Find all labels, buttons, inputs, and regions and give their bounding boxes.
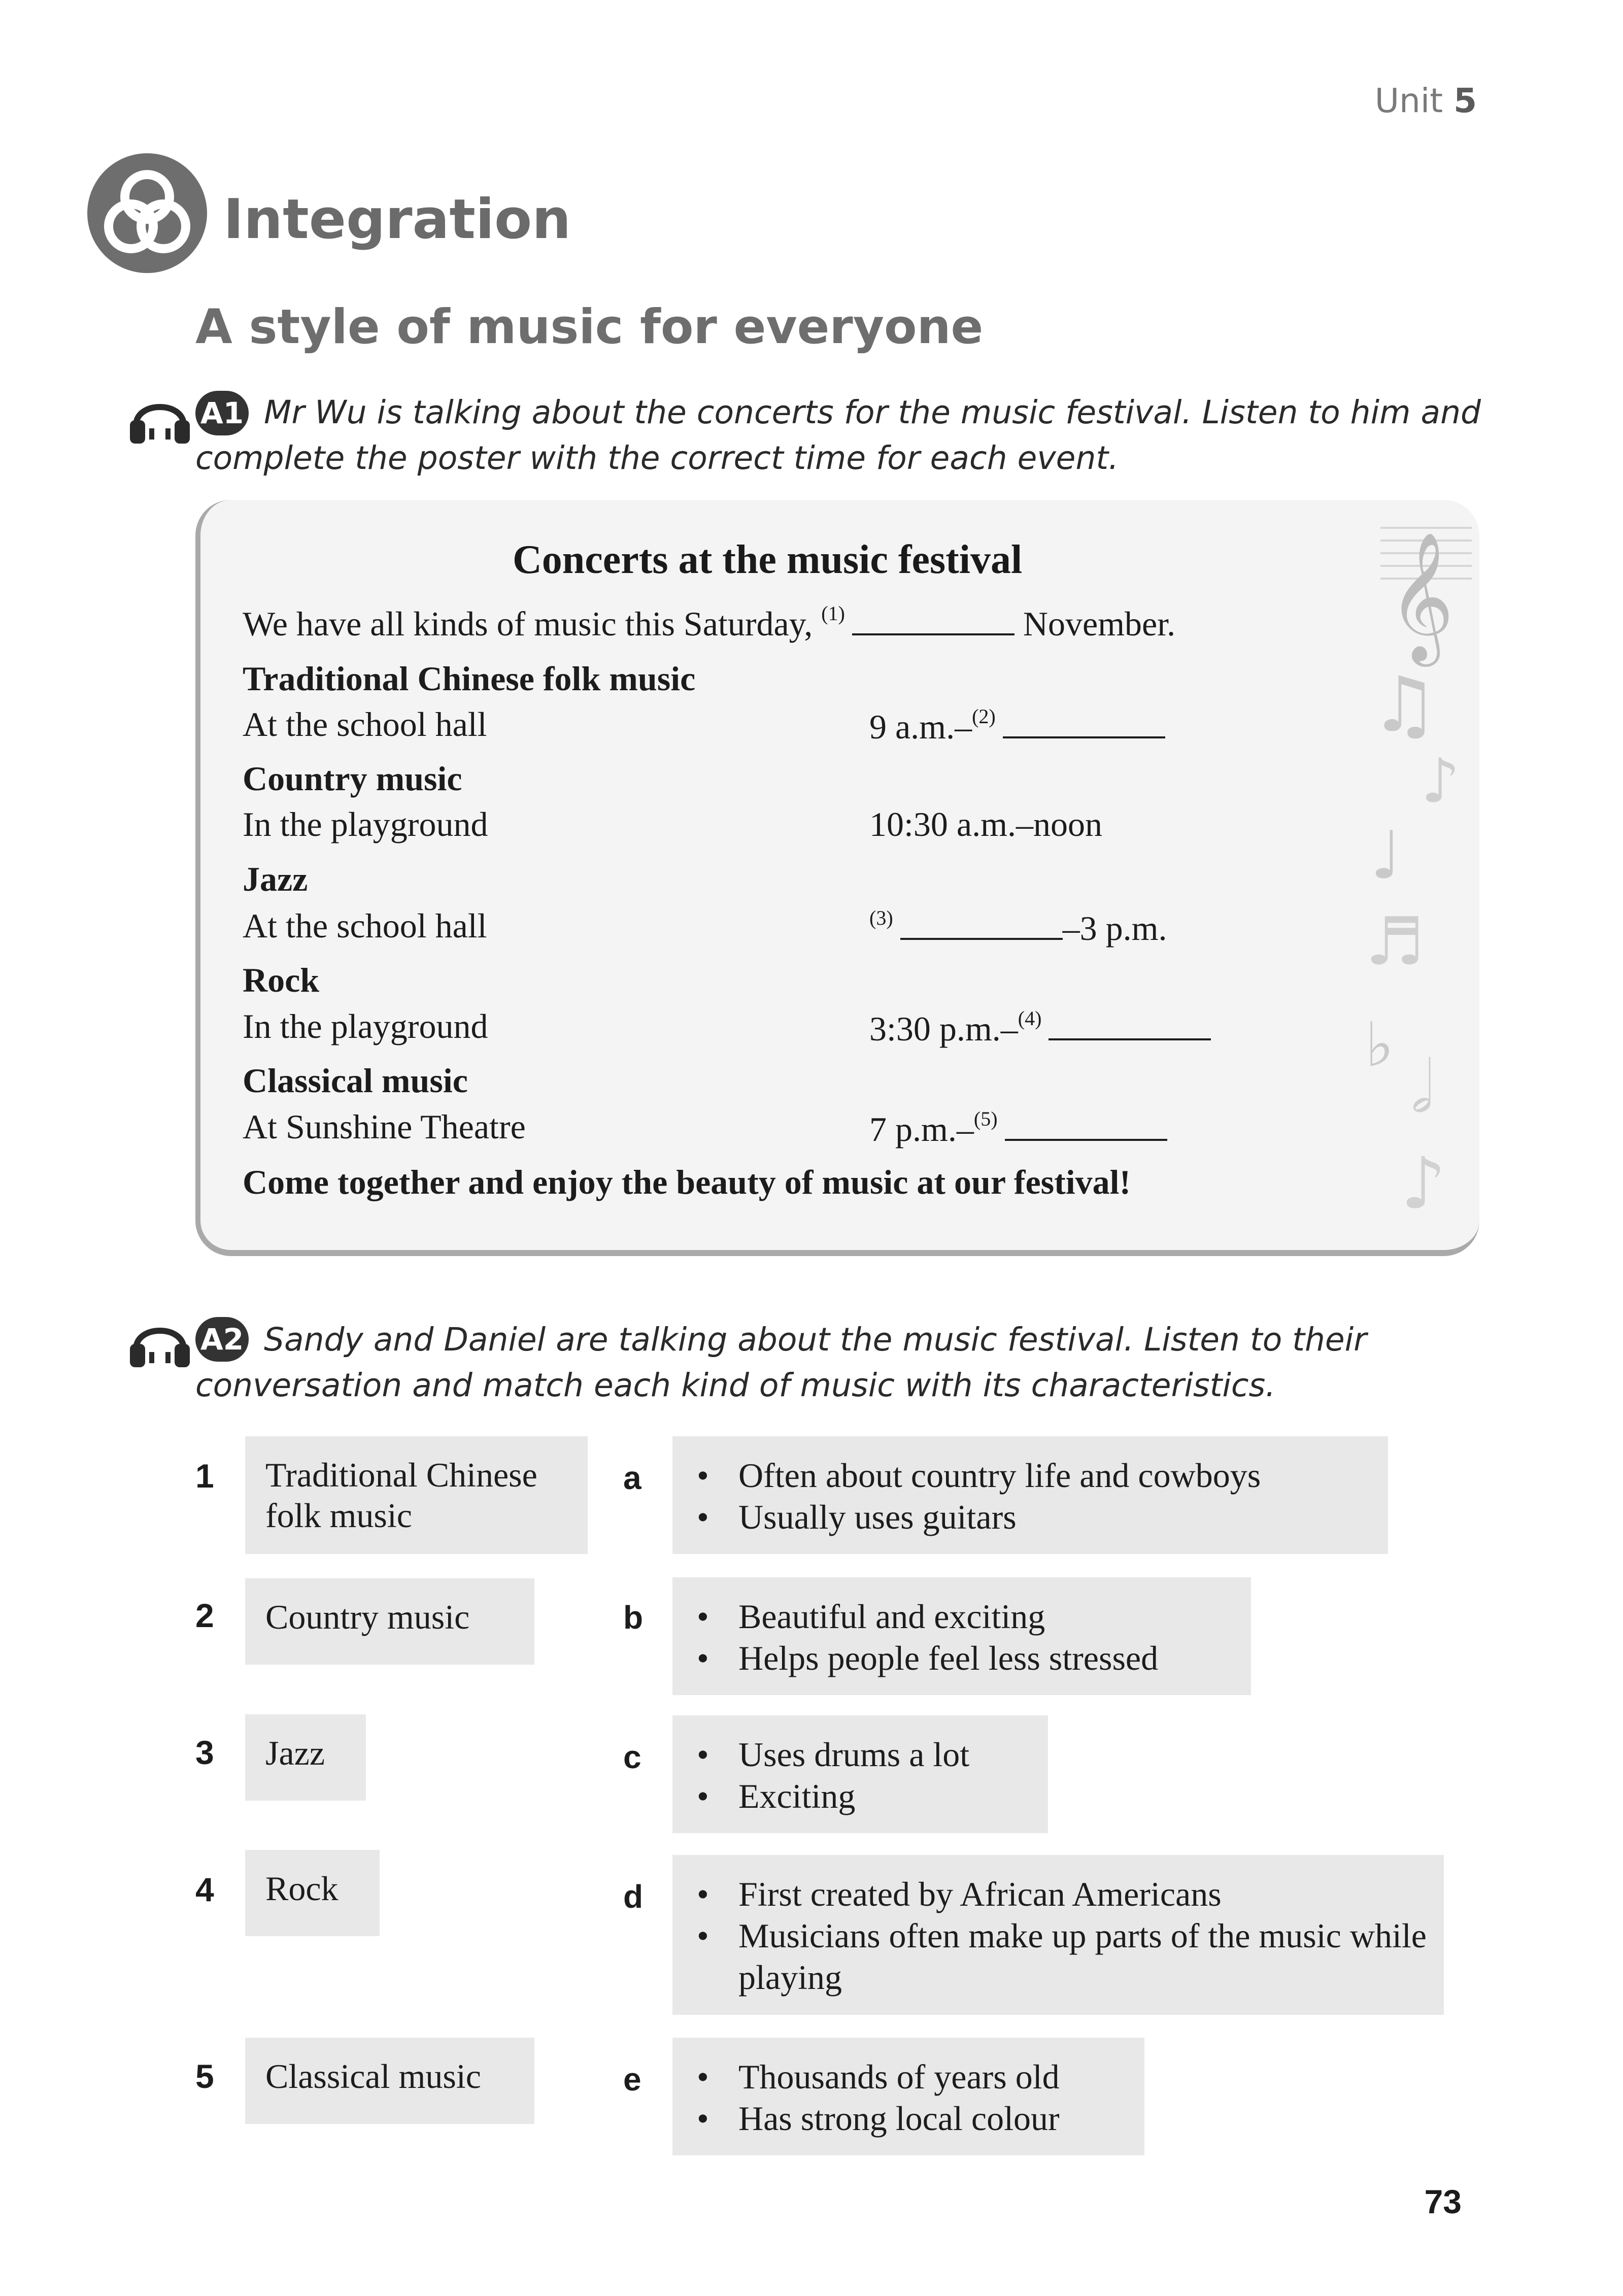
characteristic: • Thousands of years old bbox=[738, 2056, 1144, 2098]
music-kind-option[interactable]: Rock bbox=[245, 1850, 380, 1936]
characteristics-option[interactable] bbox=[672, 1855, 1444, 2015]
integration-icon bbox=[86, 152, 208, 274]
item-number: 3 bbox=[195, 1734, 214, 1771]
event-time: 10:30 a.m.–noon bbox=[869, 805, 1102, 843]
event-name: Jazz bbox=[243, 860, 308, 898]
time-start: 3:30 p.m.– bbox=[869, 1009, 1018, 1048]
poster-intro bbox=[243, 601, 1175, 644]
characteristics-option[interactable] bbox=[672, 1436, 1388, 1554]
svg-text:♪: ♪ bbox=[1421, 746, 1460, 817]
option-letter: a bbox=[623, 1460, 641, 1496]
option-letter: b bbox=[623, 1599, 644, 1636]
characteristic: • Beautiful and exciting bbox=[738, 1596, 1251, 1637]
question-1-marker: (1) bbox=[821, 602, 845, 625]
unit-number: 5 bbox=[1453, 81, 1477, 120]
music-kind-option[interactable]: Traditional Chinese folk music bbox=[245, 1436, 588, 1554]
characteristic: • Helps people feel less stressed bbox=[738, 1637, 1251, 1679]
event-time bbox=[869, 1006, 1211, 1049]
question-4-marker: (4) bbox=[1018, 1007, 1042, 1030]
unit-prefix: Unit bbox=[1374, 81, 1443, 120]
svg-text:♬: ♬ bbox=[1365, 903, 1425, 980]
exercise-a1-instruction: Mr Wu is talking about the concerts for the music festival. Listen to him and complete the poster with the correct time for each event. bbox=[195, 394, 1481, 477]
characteristics-option[interactable] bbox=[672, 1715, 1048, 1833]
time-start: 9 a.m.– bbox=[869, 707, 972, 746]
event-place: At Sunshine Theatre bbox=[243, 1107, 526, 1146]
item-number: 5 bbox=[195, 2057, 214, 2095]
headphones-icon bbox=[127, 1309, 193, 1370]
svg-text:𝄞: 𝄞 bbox=[1388, 531, 1455, 661]
headphones-icon bbox=[127, 386, 193, 447]
time-start: 7 p.m.– bbox=[869, 1110, 974, 1149]
music-kind-option[interactable]: Country music bbox=[245, 1578, 534, 1665]
event-name: Traditional Chinese folk music bbox=[243, 659, 696, 698]
characteristic: • Musicians often make up parts of the music while playing bbox=[738, 1915, 1444, 1998]
characteristic: • Usually uses guitars bbox=[738, 1496, 1388, 1538]
svg-text:♭: ♭ bbox=[1365, 1010, 1394, 1081]
item-number: 4 bbox=[195, 1871, 214, 1908]
question-2-marker: (2) bbox=[972, 705, 996, 728]
option-letter: c bbox=[623, 1739, 641, 1775]
characteristic: • First created by African Americans bbox=[738, 1873, 1444, 1915]
svg-text:♪: ♪ bbox=[1401, 1142, 1446, 1225]
event-place: In the playground bbox=[243, 805, 488, 843]
question-5-marker: (5) bbox=[973, 1107, 998, 1130]
exercise-a2-instruction: Sandy and Daniel are talking about the music festival. Listen to their conversation and match each kind of music with its characteristics. bbox=[195, 1321, 1367, 1404]
event-place: In the playground bbox=[243, 1007, 488, 1045]
exercise-a1-badge: A1 bbox=[195, 391, 249, 435]
event-time bbox=[869, 1107, 1167, 1150]
page-subtitle: A style of music for everyone bbox=[195, 299, 984, 355]
characteristic: • Has strong local colour bbox=[738, 2098, 1144, 2139]
answer-blank-3[interactable] bbox=[900, 935, 1063, 940]
answer-blank-2[interactable] bbox=[1003, 733, 1165, 738]
intro-month: November. bbox=[1023, 604, 1176, 643]
unit-label bbox=[1375, 81, 1477, 120]
event-name: Classical music bbox=[243, 1061, 468, 1100]
svg-text:𝅗𝅥: 𝅗𝅥 bbox=[1411, 1046, 1434, 1129]
music-kind-option[interactable]: Jazz bbox=[245, 1714, 366, 1801]
event-place: At the school hall bbox=[243, 705, 487, 744]
intro-text: We have all kinds of music this Saturday, bbox=[243, 604, 813, 643]
page-number: 73 bbox=[1424, 2183, 1462, 2220]
characteristics-option[interactable] bbox=[672, 1577, 1251, 1695]
item-number: 1 bbox=[195, 1457, 214, 1495]
time-end: –3 p.m. bbox=[1062, 909, 1167, 948]
section-title: Integration bbox=[223, 188, 571, 251]
answer-blank-1[interactable] bbox=[852, 630, 1015, 635]
event-time bbox=[869, 704, 1165, 747]
svg-text:♩: ♩ bbox=[1370, 817, 1402, 894]
event-time bbox=[869, 906, 1167, 949]
item-number: 2 bbox=[195, 1597, 214, 1634]
event-name: Country music bbox=[243, 759, 462, 798]
poster-closing: Come together and enjoy the beauty of music at our festival! bbox=[243, 1163, 1131, 1201]
characteristic: • Exciting bbox=[738, 1775, 1048, 1817]
question-3-marker: (3) bbox=[869, 906, 893, 929]
characteristic: • Uses drums a lot bbox=[738, 1734, 1048, 1775]
answer-blank-5[interactable] bbox=[1005, 1136, 1167, 1141]
option-letter: e bbox=[623, 2061, 641, 2098]
characteristic: • Often about country life and cowboys bbox=[738, 1455, 1388, 1496]
poster-title: Concerts at the music festival bbox=[513, 537, 1023, 582]
music-kind-option[interactable]: Classical music bbox=[245, 2038, 534, 2124]
svg-text:♫: ♫ bbox=[1370, 661, 1439, 749]
exercise-a2-badge: A2 bbox=[195, 1317, 249, 1362]
event-place: At the school hall bbox=[243, 906, 487, 945]
answer-blank-4[interactable] bbox=[1049, 1035, 1211, 1040]
music-notes-decoration bbox=[1350, 518, 1477, 1228]
characteristics-option[interactable] bbox=[672, 2038, 1144, 2155]
event-name: Rock bbox=[243, 961, 320, 999]
option-letter: d bbox=[623, 1878, 644, 1915]
